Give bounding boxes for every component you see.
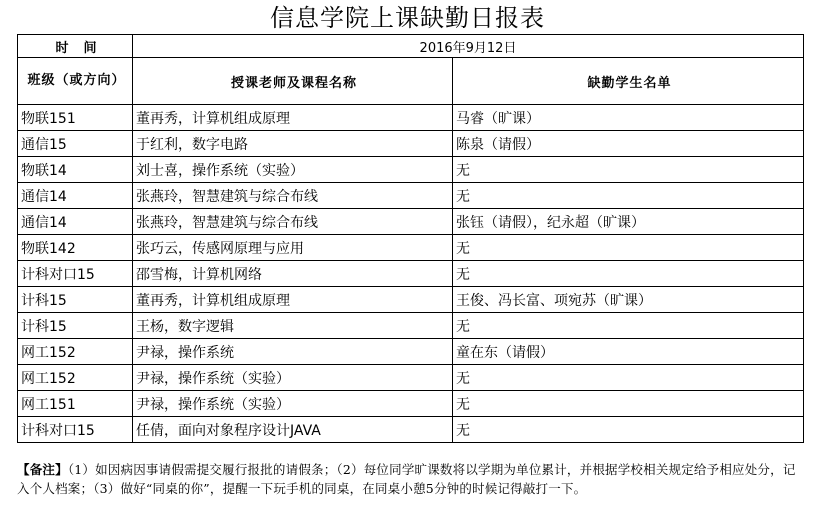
table-row — [18, 313, 804, 339]
absent-students-cell: 无 — [453, 261, 804, 287]
table-row — [18, 261, 804, 287]
absent-students-cell: 无 — [453, 235, 804, 261]
table-row — [18, 287, 804, 313]
class-cell: 通信14 — [18, 183, 133, 209]
class-cell: 物联151 — [18, 105, 133, 131]
class-cell: 物联14 — [18, 157, 133, 183]
absent-students-cell: 陈泉（请假） — [453, 131, 804, 157]
class-cell: 计科对口15 — [18, 261, 133, 287]
class-cell: 网工152 — [18, 339, 133, 365]
teacher-course-cell: 董再秀，计算机组成原理 — [133, 287, 453, 313]
table-row — [18, 339, 804, 365]
table-row — [18, 183, 804, 209]
report-date: 2016年9月12日 — [133, 35, 804, 58]
teacher-course-cell: 尹禄，操作系统（实验） — [133, 391, 453, 417]
remarks-text: （1）如因病因事请假需提交履行报批的请假条；（2）每位同学旷课数将以学期为单位累计，并根据学校相关规定给予相应处分，记入个人档案；（3）做好“同桌的你”，提醒一下玩手机的同桌，在同桌小憩5分钟的时候记得敲打一下。 — [17, 462, 796, 496]
teacher-course-cell: 邵雪梅，计算机网络 — [133, 261, 453, 287]
teacher-course-cell: 张燕玲，智慧建筑与综合布线 — [133, 209, 453, 235]
class-cell: 物联142 — [18, 235, 133, 261]
class-cell: 网工152 — [18, 365, 133, 391]
column-header-row — [18, 58, 804, 105]
teacher-course-cell: 尹禄，操作系统（实验） — [133, 365, 453, 391]
absent-students-cell: 王俊、冯长富、项宛苏（旷课） — [453, 287, 804, 313]
absent-students-cell: 无 — [453, 417, 804, 443]
absent-students-cell: 无 — [453, 157, 804, 183]
absent-students-cell: 无 — [453, 391, 804, 417]
table-row — [18, 235, 804, 261]
class-cell: 计科15 — [18, 287, 133, 313]
absence-table — [17, 34, 804, 443]
absent-column-header: 缺勤学生名单 — [453, 58, 804, 105]
teacher-course-cell: 于红利，数字电路 — [133, 131, 453, 157]
teacher-course-cell: 张燕玲，智慧建筑与综合布线 — [133, 183, 453, 209]
report-title: 信息学院上课缺勤日报表 — [270, 4, 545, 32]
teacher-course-cell: 董再秀，计算机组成原理 — [133, 105, 453, 131]
absent-students-cell: 无 — [453, 183, 804, 209]
table-row — [18, 105, 804, 131]
class-cell: 网工151 — [18, 391, 133, 417]
absent-students-cell: 无 — [453, 313, 804, 339]
table-row — [18, 417, 804, 443]
time-label: 时 间 — [18, 35, 133, 58]
teacher-course-cell: 王杨，数字逻辑 — [133, 313, 453, 339]
absent-students-cell: 无 — [453, 365, 804, 391]
class-cell: 计科对口15 — [18, 417, 133, 443]
date-row — [18, 35, 804, 58]
class-cell: 通信15 — [18, 131, 133, 157]
table-row — [18, 365, 804, 391]
teacher-course-cell: 尹禄，操作系统 — [133, 339, 453, 365]
table-row — [18, 131, 804, 157]
table-row — [18, 209, 804, 235]
teacher-course-cell: 张巧云，传感网原理与应用 — [133, 235, 453, 261]
class-cell: 计科15 — [18, 313, 133, 339]
class-cell: 通信14 — [18, 209, 133, 235]
table-row — [18, 391, 804, 417]
class-column-header: 班级（或方向） — [18, 58, 133, 105]
teacher-column-header: 授课老师及课程名称 — [133, 58, 453, 105]
table-row — [18, 157, 804, 183]
absent-students-cell: 张钰（请假），纪永超（旷课） — [453, 209, 804, 235]
teacher-course-cell: 刘士喜，操作系统（实验） — [133, 157, 453, 183]
teacher-course-cell: 任倩，面向对象程序设计JAVA — [133, 417, 453, 443]
absent-students-cell: 童在东（请假） — [453, 339, 804, 365]
absent-students-cell: 马睿（旷课） — [453, 105, 804, 131]
remarks — [17, 460, 803, 498]
remarks-label: 【备注】 — [17, 462, 68, 477]
